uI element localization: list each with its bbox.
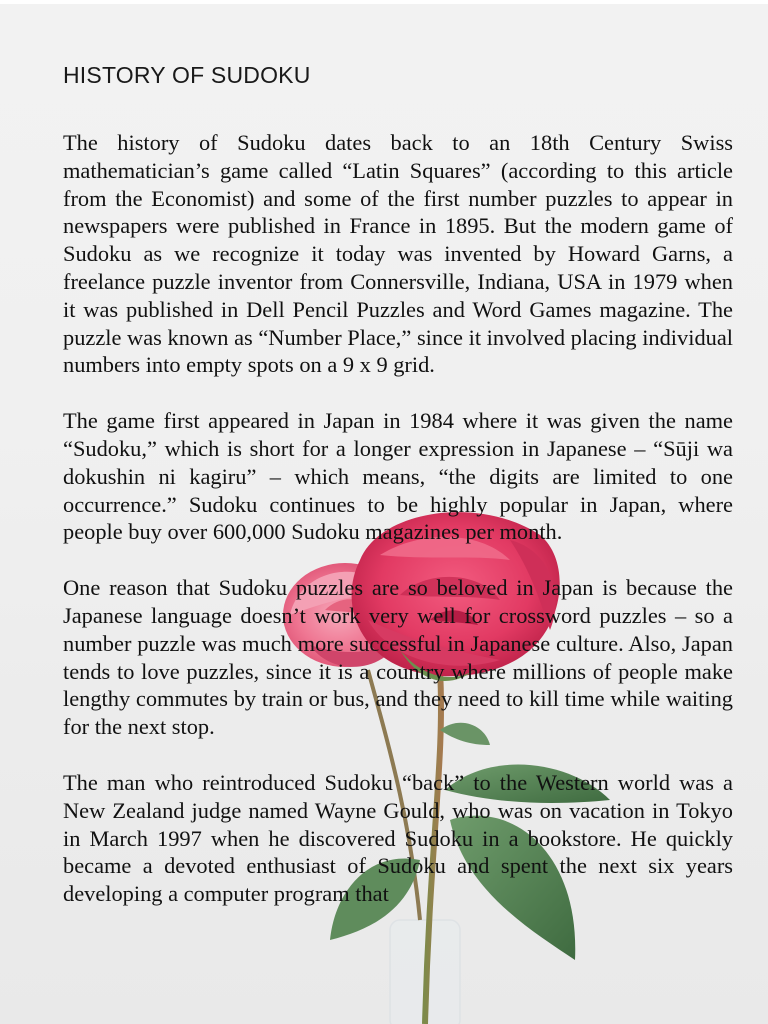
page-title: HISTORY OF SUDOKU [63, 62, 311, 88]
paragraph-1: The history of Sudoku dates back to an 18th Century Swiss mathematician’s game called “Latin Squares” (according to this article from the Economist) and some of the first number puzzles to appear in newspapers were published in France in 1895. But the modern game of Sudoku as we recognize it today was invented by Howard Garns, a freelance puzzle inventor from Connersville, Indiana, USA in 1979 when it was published in Dell Pencil Puzzles and Word Games magazine. The puzzle was known as “Number Place,” since it involved placing individual numbers into empty spots on a 9 x 9 grid. [63, 130, 733, 378]
paragraph-3: One reason that Sudoku puzzles are so beloved in Japan is because the Japanese language doesn’t work very well for crossword puzzles – so a number puzzle was much more successful in Japanese culture. Also, Japan tends to love puzzles, since it is a country where millions of people make lengthy commutes by train or bus, and they need to kill time while waiting for the next stop. [63, 575, 733, 740]
article-body [63, 129, 733, 936]
paragraph-4: The man who reintroduced Sudoku “back” to the Western world was a New Zealand judge named Wayne Gould, who was on vacation in Tokyo in March 1997 when he discovered Sudoku in a bookstore. He quickly became a devoted enthusiast of Sudoku and spent the next six years developing a computer program that [63, 769, 733, 907]
paragraph-2: The game first appeared in Japan in 1984 where it was given the name “Sudoku,” which is short for a longer expression in Japanese – “Sūji wa dokushin ni kagiru” – which means, “the digits are limited to one occurrence.” Sudoku continues to be highly popular in Japan, where people buy over 600,000 Sudoku magazines per month. [63, 408, 733, 545]
